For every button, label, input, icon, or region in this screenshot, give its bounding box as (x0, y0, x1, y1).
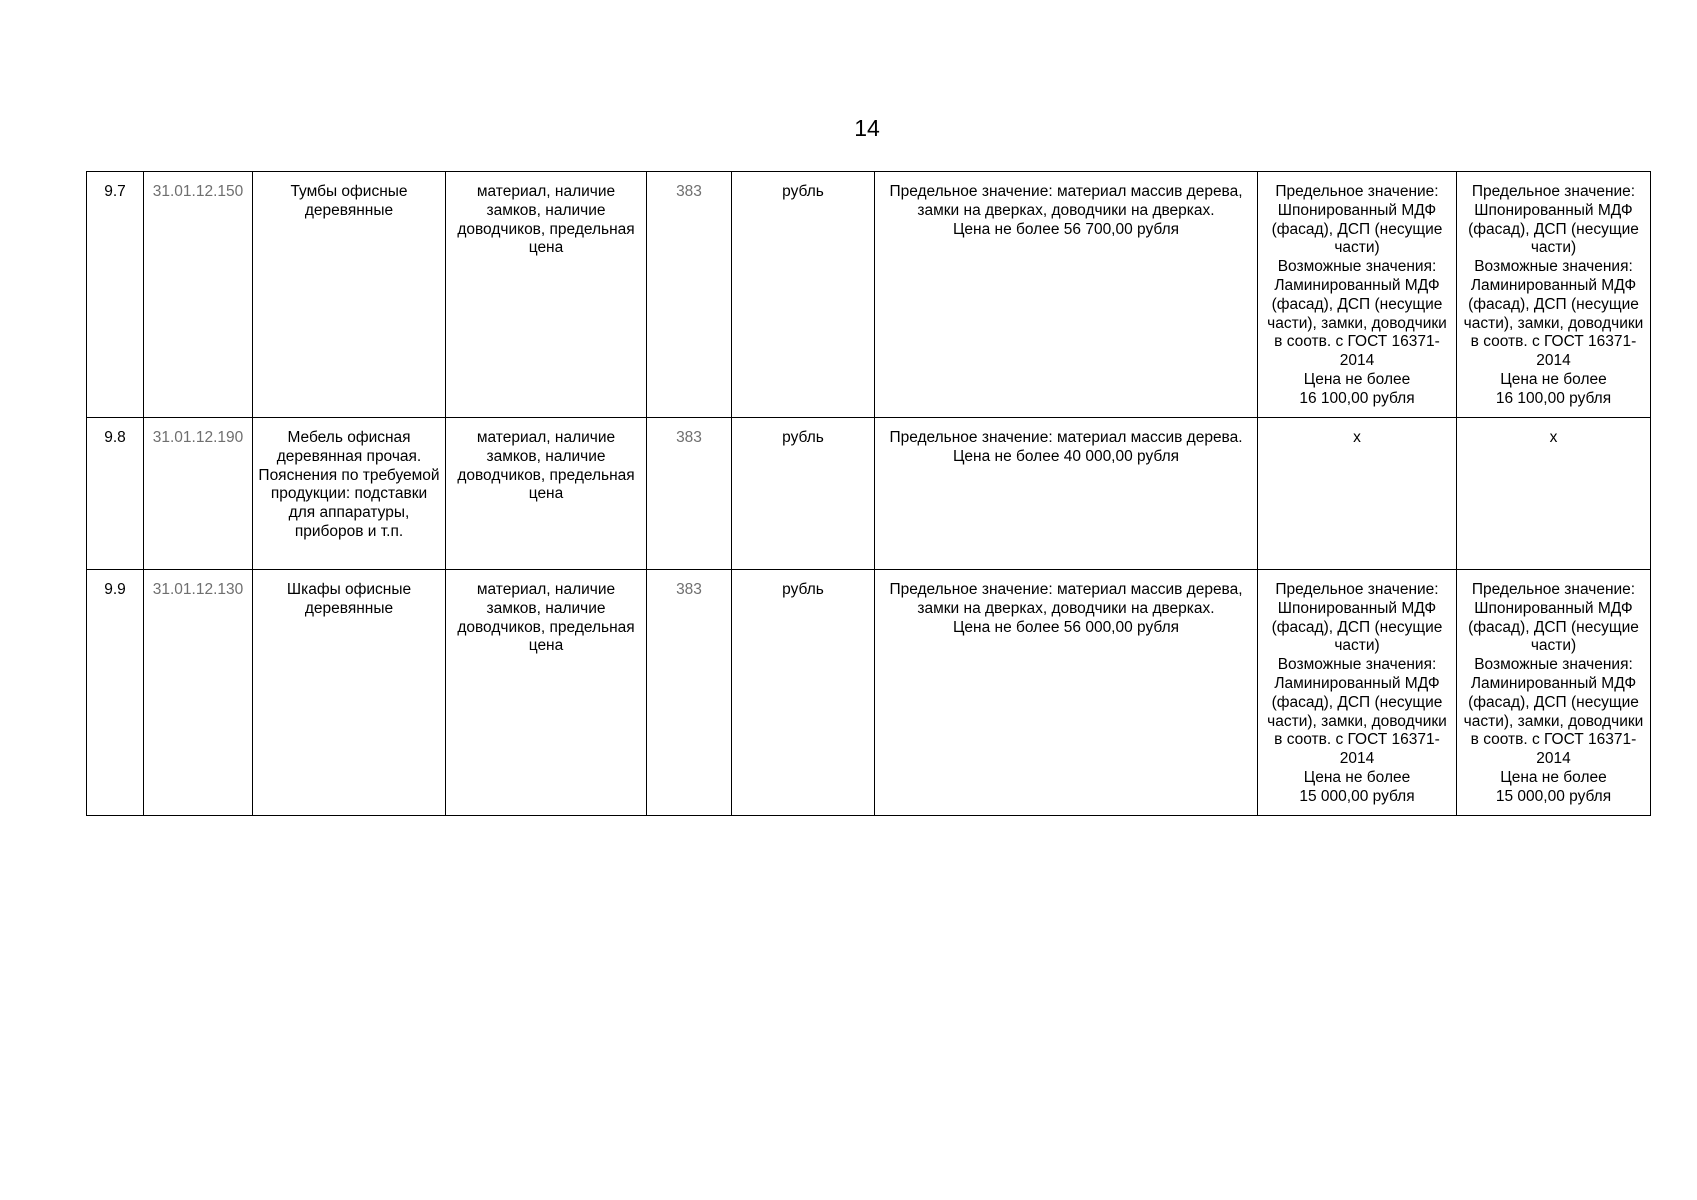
okpd-code: 31.01.12.150 (152, 183, 244, 200)
product-name: Шкафы офисные деревянные (286, 581, 412, 617)
unit-cell (732, 570, 875, 816)
value-b-cell (1457, 172, 1651, 418)
characteristics-cell (446, 418, 647, 570)
value-a-limit: Предельное значение: Шпонированный МДФ (фасад), ДСП (несущие части) (1271, 183, 1443, 257)
value-a-price-label: Цена не более (1303, 370, 1411, 388)
unit-name: рубль (782, 581, 824, 598)
characteristics-cell (446, 570, 647, 816)
value-main-price: Цена не более 56 000,00 рубля (952, 618, 1180, 636)
unit-cell (732, 418, 875, 570)
okpd-code-cell (144, 418, 253, 570)
okei-code-cell (647, 172, 732, 418)
value-a-price: 15 000,00 рубля (1299, 787, 1415, 805)
unit-cell (732, 172, 875, 418)
characteristics-cell (446, 172, 647, 418)
unit-name: рубль (782, 183, 824, 200)
unit-name: рубль (782, 429, 824, 446)
value-main-price: Цена не более 40 000,00 рубля (952, 447, 1180, 465)
value-a-cell (1258, 418, 1457, 570)
value-b-possible: Возможные значения: Ламинированный МДФ (фасад), ДСП (несущие части), замки, доводчики в соотв. с ГОСТ 16371-2014 (1463, 258, 1644, 370)
value-b-limit: Предельное значение: Шпонированный МДФ (фасад), ДСП (несущие части) (1468, 581, 1639, 655)
value-a-empty-mark: x (1353, 429, 1361, 446)
row-number: 9.8 (104, 429, 126, 446)
value-main-price: Цена не более 56 700,00 рубля (952, 220, 1180, 238)
product-name-cell (253, 570, 446, 816)
okpd-code-cell (144, 570, 253, 816)
product-name-cell (253, 172, 446, 418)
value-main-cell (875, 172, 1258, 418)
page-number: 14 (854, 115, 880, 141)
value-main-line: Предельное значение: материал массив дерева, замки на дверках, доводчики на дверках. (889, 581, 1243, 617)
value-b-price: 15 000,00 рубля (1495, 787, 1612, 805)
product-name-cell (253, 418, 446, 570)
value-main-cell (875, 570, 1258, 816)
value-b-cell (1457, 418, 1651, 570)
okei-code: 383 (676, 429, 702, 446)
table-row (87, 418, 1651, 570)
value-b-price-label: Цена не более (1500, 768, 1607, 786)
okei-code-cell (647, 570, 732, 816)
okpd-code: 31.01.12.130 (152, 581, 244, 598)
value-b-empty-mark: x (1549, 429, 1558, 446)
characteristics: материал, наличие замков, наличие доводчиков, предельная цена (457, 581, 635, 655)
product-name: Мебель офисная деревянная прочая. Пояснения по требуемой продукции: подставки для аппаратуры, приборов и т.п. (258, 429, 440, 540)
value-a-price-label: Цена не более (1303, 768, 1411, 786)
product-name: Тумбы офисные деревянные (290, 183, 408, 219)
value-main-line: Предельное значение: материал массив дерева. (889, 429, 1243, 446)
row-number-cell (87, 172, 144, 418)
table-row (87, 172, 1651, 418)
value-b-price-label: Цена не более (1500, 370, 1607, 388)
okpd-code: 31.01.12.190 (152, 429, 244, 446)
value-b-limit: Предельное значение: Шпонированный МДФ (фасад), ДСП (несущие части) (1468, 183, 1639, 257)
row-number: 9.9 (104, 581, 126, 598)
okei-code: 383 (676, 183, 702, 200)
value-a-limit: Предельное значение: Шпонированный МДФ (фасад), ДСП (несущие части) (1271, 581, 1443, 655)
value-a-price: 16 100,00 рубля (1299, 389, 1415, 407)
value-main-cell (875, 418, 1258, 570)
characteristics: материал, наличие замков, наличие доводчиков, предельная цена (457, 429, 635, 503)
value-a-possible: Возможные значения: Ламинированный МДФ (фасад), ДСП (несущие части), замки, доводчики в соотв. с ГОСТ 16371-2014 (1267, 656, 1447, 768)
value-a-possible: Возможные значения: Ламинированный МДФ (фасад), ДСП (несущие части), замки, доводчики в соотв. с ГОСТ 16371-2014 (1267, 258, 1447, 370)
value-a-cell (1258, 172, 1457, 418)
okei-code-cell (647, 418, 732, 570)
value-b-cell (1457, 570, 1651, 816)
value-b-price: 16 100,00 рубля (1495, 389, 1612, 407)
row-number-cell (87, 418, 144, 570)
value-a-cell (1258, 570, 1457, 816)
okei-code: 383 (676, 581, 702, 598)
row-number: 9.7 (104, 183, 126, 200)
value-b-possible: Возможные значения: Ламинированный МДФ (фасад), ДСП (несущие части), замки, доводчики в соотв. с ГОСТ 16371-2014 (1463, 656, 1644, 768)
value-main-line: Предельное значение: материал массив дерева, замки на дверках, доводчики на дверках. (889, 183, 1243, 219)
furniture-spec-table (86, 171, 1651, 816)
row-number-cell (87, 570, 144, 816)
table-row (87, 570, 1651, 816)
characteristics: материал, наличие замков, наличие доводчиков, предельная цена (457, 183, 635, 257)
okpd-code-cell (144, 172, 253, 418)
